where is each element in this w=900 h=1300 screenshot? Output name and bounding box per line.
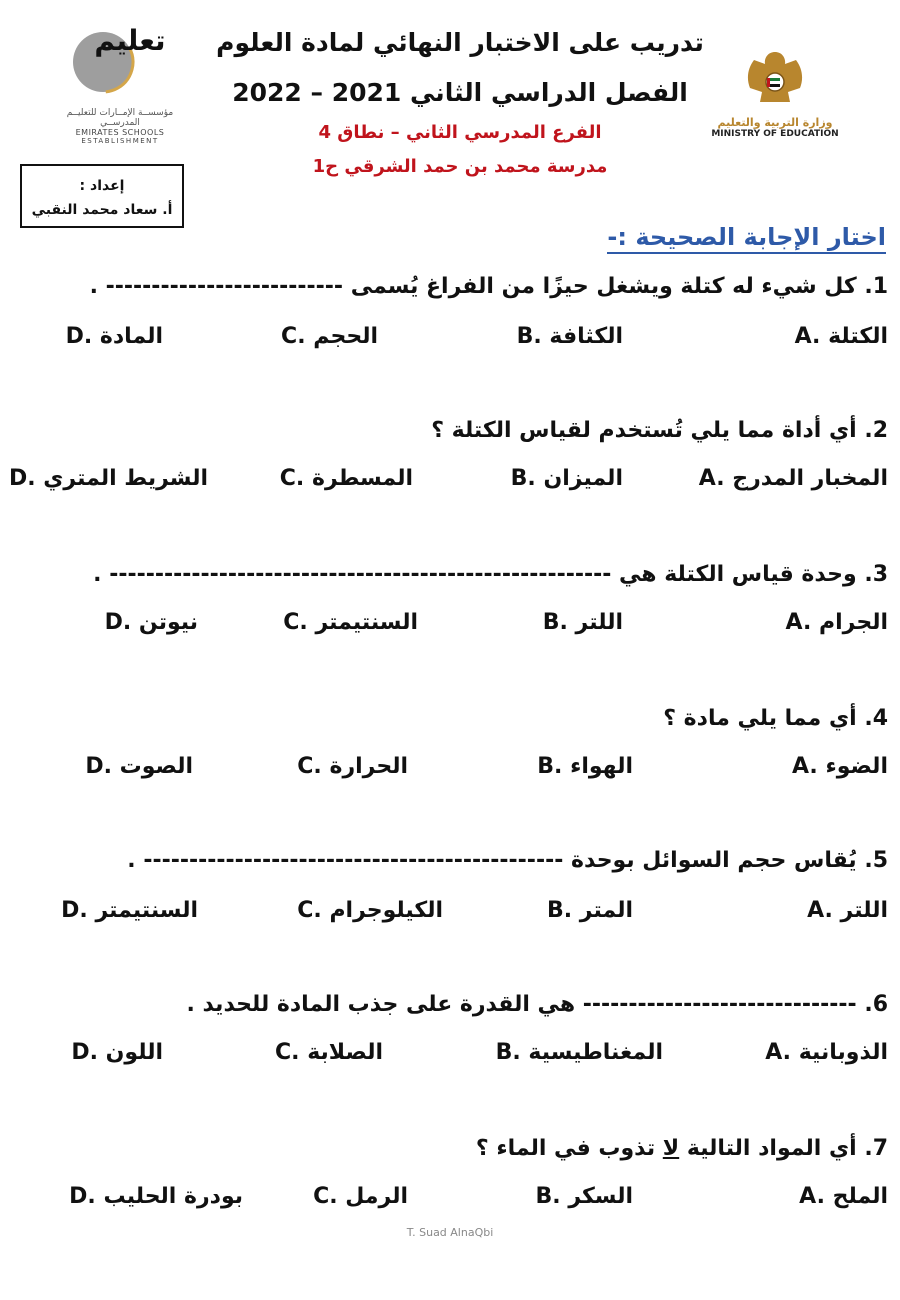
negation-word: لا bbox=[662, 1136, 680, 1161]
option-a: A. الذوبانية bbox=[765, 1040, 888, 1065]
option-b: B. المتر bbox=[546, 898, 633, 923]
ministry-arabic-name: وزارة التربية والتعليم bbox=[717, 116, 833, 129]
option-c: C. الحرارة bbox=[297, 754, 408, 779]
question-3: 3. وحدة قياس الكتلة هي ------------------------------------------------------- . bbox=[93, 562, 888, 587]
question-3-options bbox=[10, 606, 888, 640]
question-6-options bbox=[10, 1036, 888, 1070]
prepared-by-name: أ. سعاد محمد النقبي bbox=[31, 202, 173, 218]
exam-title: تدريب على الاختبار النهائي لمادة العلوم bbox=[216, 28, 704, 57]
option-c: C. الرمل bbox=[313, 1184, 408, 1209]
option-d: D. الصوت bbox=[85, 754, 193, 779]
option-c: C. المسطرة bbox=[279, 466, 413, 491]
logo-arabic-text: مؤسســة الإمــارات للتعليــم المدرســي bbox=[66, 108, 174, 128]
option-b: B. الكثافة bbox=[516, 324, 623, 349]
option-a: A. اللتر bbox=[807, 898, 888, 923]
footer-author: T. Suad AlnaQbi bbox=[406, 1226, 494, 1239]
option-b: B. السكر bbox=[535, 1184, 633, 1209]
question-7-options bbox=[10, 1180, 888, 1214]
option-d: D. الشريط المتري bbox=[8, 466, 208, 491]
option-a: A. الكتلة bbox=[794, 324, 888, 349]
question-7: 7. أي المواد التالية لا تذوب في الماء ؟ bbox=[475, 1136, 888, 1161]
option-a: A. المخبار المدرج bbox=[698, 466, 888, 491]
option-b: B. الميزان bbox=[510, 466, 623, 491]
logo-word: تعليم bbox=[94, 24, 166, 57]
option-d: D. المادة bbox=[65, 324, 163, 349]
option-c: C. الحجم bbox=[281, 324, 378, 349]
option-a: A. الضوء bbox=[792, 754, 888, 779]
option-a: A. الجرام bbox=[785, 610, 888, 635]
question-4-options bbox=[10, 750, 888, 784]
ministry-logo bbox=[705, 48, 845, 158]
ministry-english-name: MINISTRY OF EDUCATION bbox=[711, 129, 839, 139]
question-4: 4. أي مما يلي مادة ؟ bbox=[663, 706, 888, 731]
prepared-by-label: إعداد : bbox=[79, 178, 125, 194]
question-5-options bbox=[10, 894, 888, 928]
semester-title: الفصل الدراسي الثاني 2021 – 2022 bbox=[232, 78, 688, 107]
option-b: B. الهواء bbox=[537, 754, 633, 779]
question-2: 2. أي أداة مما يلي تُستخدم لقياس الكتلة ؟ bbox=[431, 418, 888, 443]
logo-english-line1: EMIRATES SCHOOLS bbox=[75, 128, 165, 137]
option-d: D. نيوتن bbox=[104, 610, 198, 635]
question-2-options bbox=[10, 462, 888, 496]
option-d: D. اللون bbox=[71, 1040, 163, 1065]
school-name: مدرسة محمد بن حمد الشرقي ح1 bbox=[312, 156, 608, 177]
option-a: A. الملح bbox=[799, 1184, 888, 1209]
option-c: C. السنتيمتر bbox=[283, 610, 418, 635]
option-b: B. اللتر bbox=[542, 610, 623, 635]
option-d: D. بودرة الحليب bbox=[69, 1184, 243, 1209]
school-branch: الفرع المدرسي الثاني – نطاق 4 bbox=[318, 122, 602, 143]
question-6: 6. ------------------------------ هي القدرة على جذب المادة للحديد . bbox=[186, 992, 888, 1017]
falcon-emblem-icon bbox=[740, 48, 810, 110]
logo-english-line2: ESTABLISHMENT bbox=[81, 137, 159, 145]
option-c: C. الكيلوجرام bbox=[297, 898, 443, 923]
option-c: C. الصلابة bbox=[275, 1040, 383, 1065]
emirates-schools-logo bbox=[55, 22, 185, 162]
question-5: 5. يُقاس حجم السوائل بوحدة ---------------------------------------------- . bbox=[127, 848, 888, 873]
question-1: 1. كل شيء له كتلة ويشغل حيزًا من الفراغ يُسمى -------------------------- . bbox=[89, 274, 888, 299]
option-b: B. المغناطيسية bbox=[495, 1040, 663, 1065]
instruction-heading: اختار الإجابة الصحيحة :- bbox=[607, 222, 886, 254]
prepared-by-box bbox=[20, 164, 184, 228]
question-1-options bbox=[10, 320, 888, 354]
option-d: D. السنتيمتر bbox=[61, 898, 198, 923]
